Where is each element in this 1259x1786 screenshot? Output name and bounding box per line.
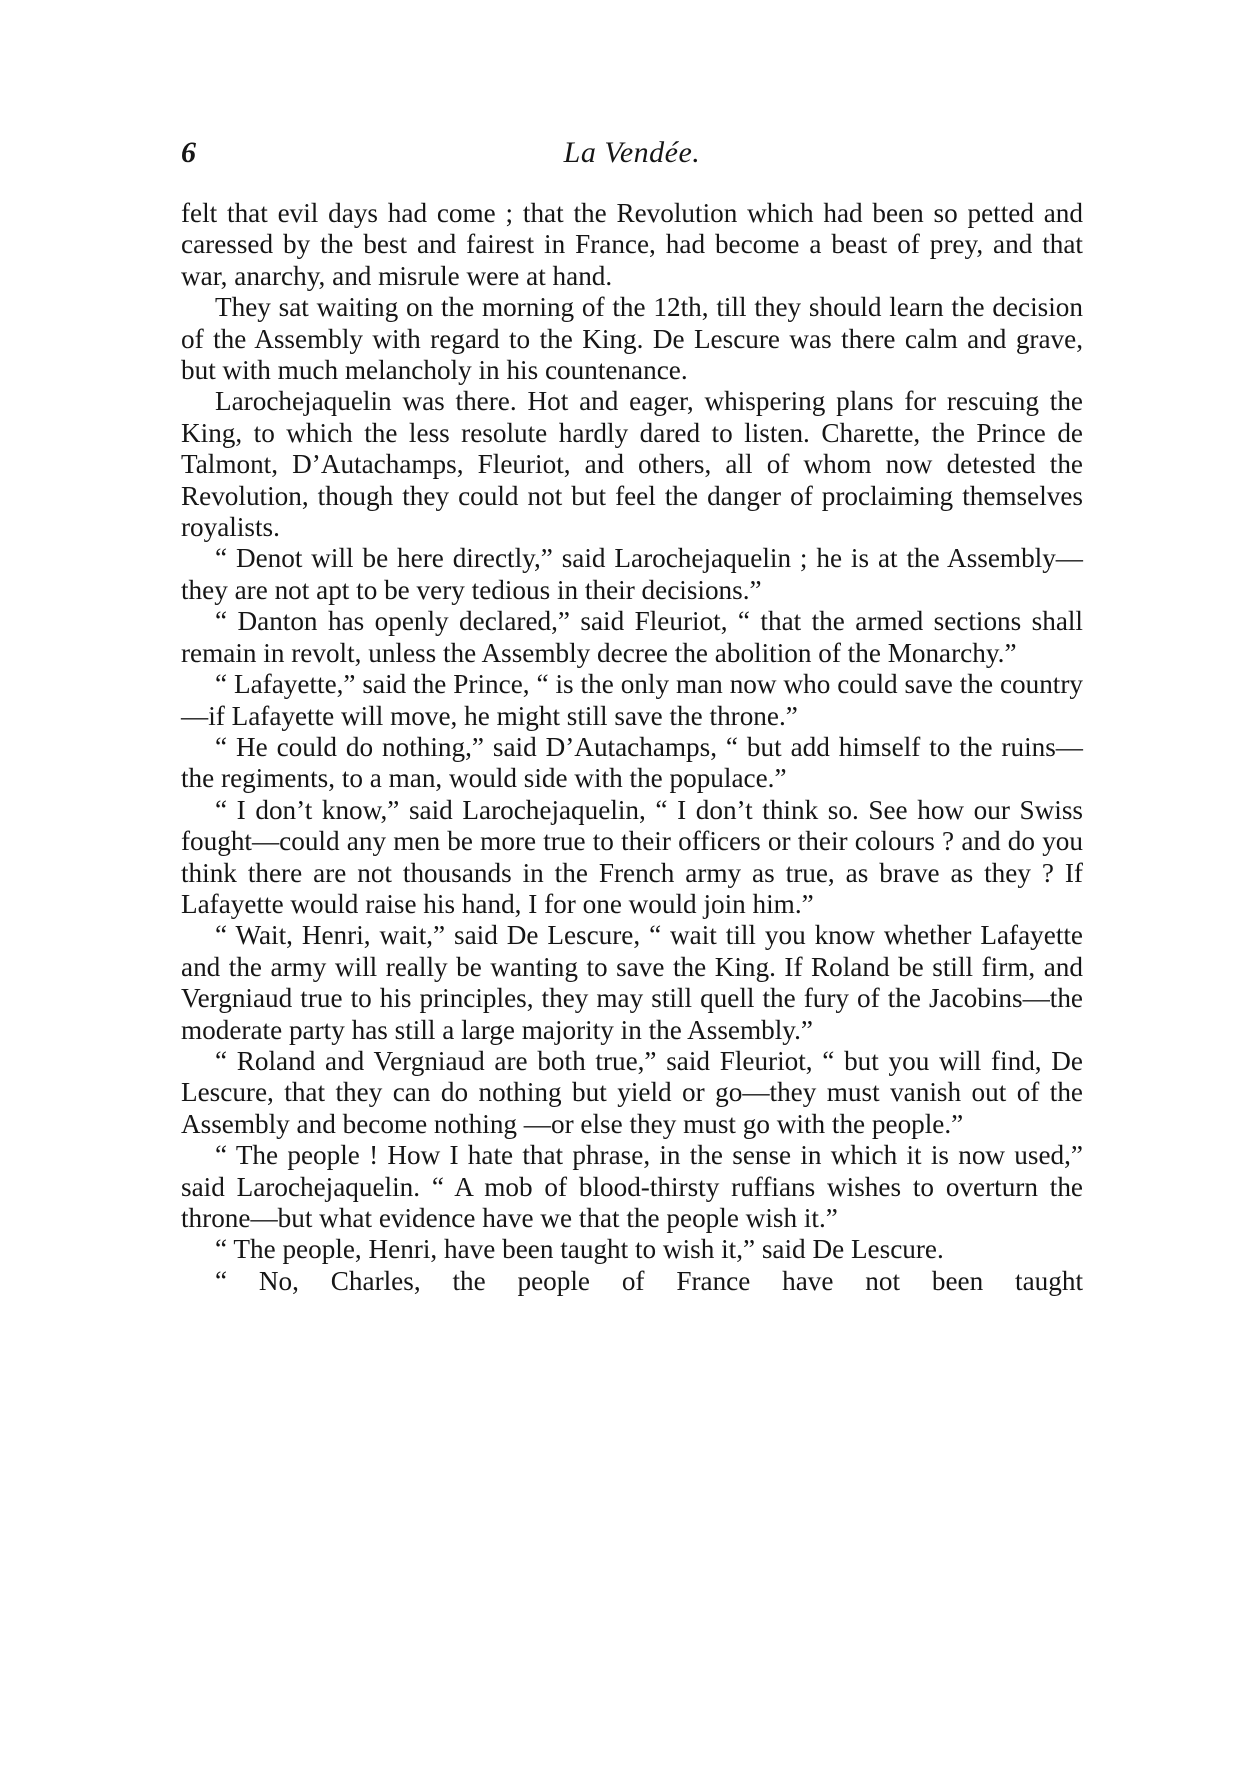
paragraph: “ The people, Henri, have been taught to wish it,” said De Lescure. bbox=[215, 1234, 944, 1265]
body-text bbox=[181, 198, 1083, 1297]
paragraph: Larochejaquelin was there. Hot and eager, whispering plans for rescuing the King, to which the less resolute hardly dared to listen. Charette, the Prince de Talmont, D’Autachamps, Fleuriot, and others, all of whom now detested the Revolution, though they could not but feel the danger of proclaiming themselves royalists. bbox=[181, 386, 1083, 543]
paragraph: “ No, Charles, the people of France have not been taught bbox=[215, 1265, 1083, 1296]
paragraph: “ He could do nothing,” said D’Autachamps, “ but add himself to the ruins—the regiments, to a man, would side with the populace.” bbox=[181, 731, 1083, 794]
paragraph: “ Wait, Henri, wait,” said De Lescure, “ wait till you know whether Lafayette and the army will really be wanting to save the King. If Roland be still firm, and Vergniaud true to his principles, they may still quell the fury of the Jacobins—the moderate party has still a large majority in the Assembly.” bbox=[181, 920, 1083, 1045]
running-head bbox=[181, 136, 1083, 176]
paragraph: “ Denot will be here directly,” said Larochejaquelin ; he is at the Assembly—they are not apt to be very tedious in their decisions.” bbox=[181, 543, 1083, 605]
running-title: La Vendée. bbox=[563, 136, 701, 169]
paragraph: “ Lafayette,” said the Prince, “ is the only man now who could save the country—if Lafayette will move, he might still save the throne.” bbox=[181, 669, 1083, 731]
paragraph: “ I don’t know,” said Larochejaquelin, “ I don’t think so. See how our Swiss fought—could any men be more true to their officers or their colours ? and do you think there are not thousands in the French army as true, as brave as they ? If Lafayette would raise his hand, I for one would join him.” bbox=[181, 794, 1083, 919]
paragraph: “ Roland and Vergniaud are both true,” said Fleuriot, “ but you will find, De Lescure, that they can do nothing but yield or go—they must vanish out of the Assembly and become nothing —or else they must go with the people.” bbox=[181, 1045, 1083, 1139]
paragraph: They sat waiting on the morning of the 12th, till they should learn the decision of the Assembly with regard to the King. De Lescure was there calm and grave, but with much melancholy in his countenance. bbox=[181, 292, 1083, 386]
paragraph: “ The people ! How I hate that phrase, in the sense in which it is now used,” said Larochejaquelin. “ A mob of blood-thirsty ruffians wishes to overturn the throne—but what evidence have we that the people wish it.” bbox=[181, 1140, 1083, 1233]
page-number: 6 bbox=[181, 136, 196, 169]
paragraph: felt that evil days had come ; that the Revolution which had been so petted and caressed by the best and fairest in France, had become a beast of prey, and that war, anarchy, and misrule were at hand. bbox=[181, 198, 1083, 291]
paragraph: “ Danton has openly declared,” said Fleuriot, “ that the armed sections shall remain in revolt, unless the Assembly decree the abolition of the Monarchy.” bbox=[181, 606, 1083, 668]
